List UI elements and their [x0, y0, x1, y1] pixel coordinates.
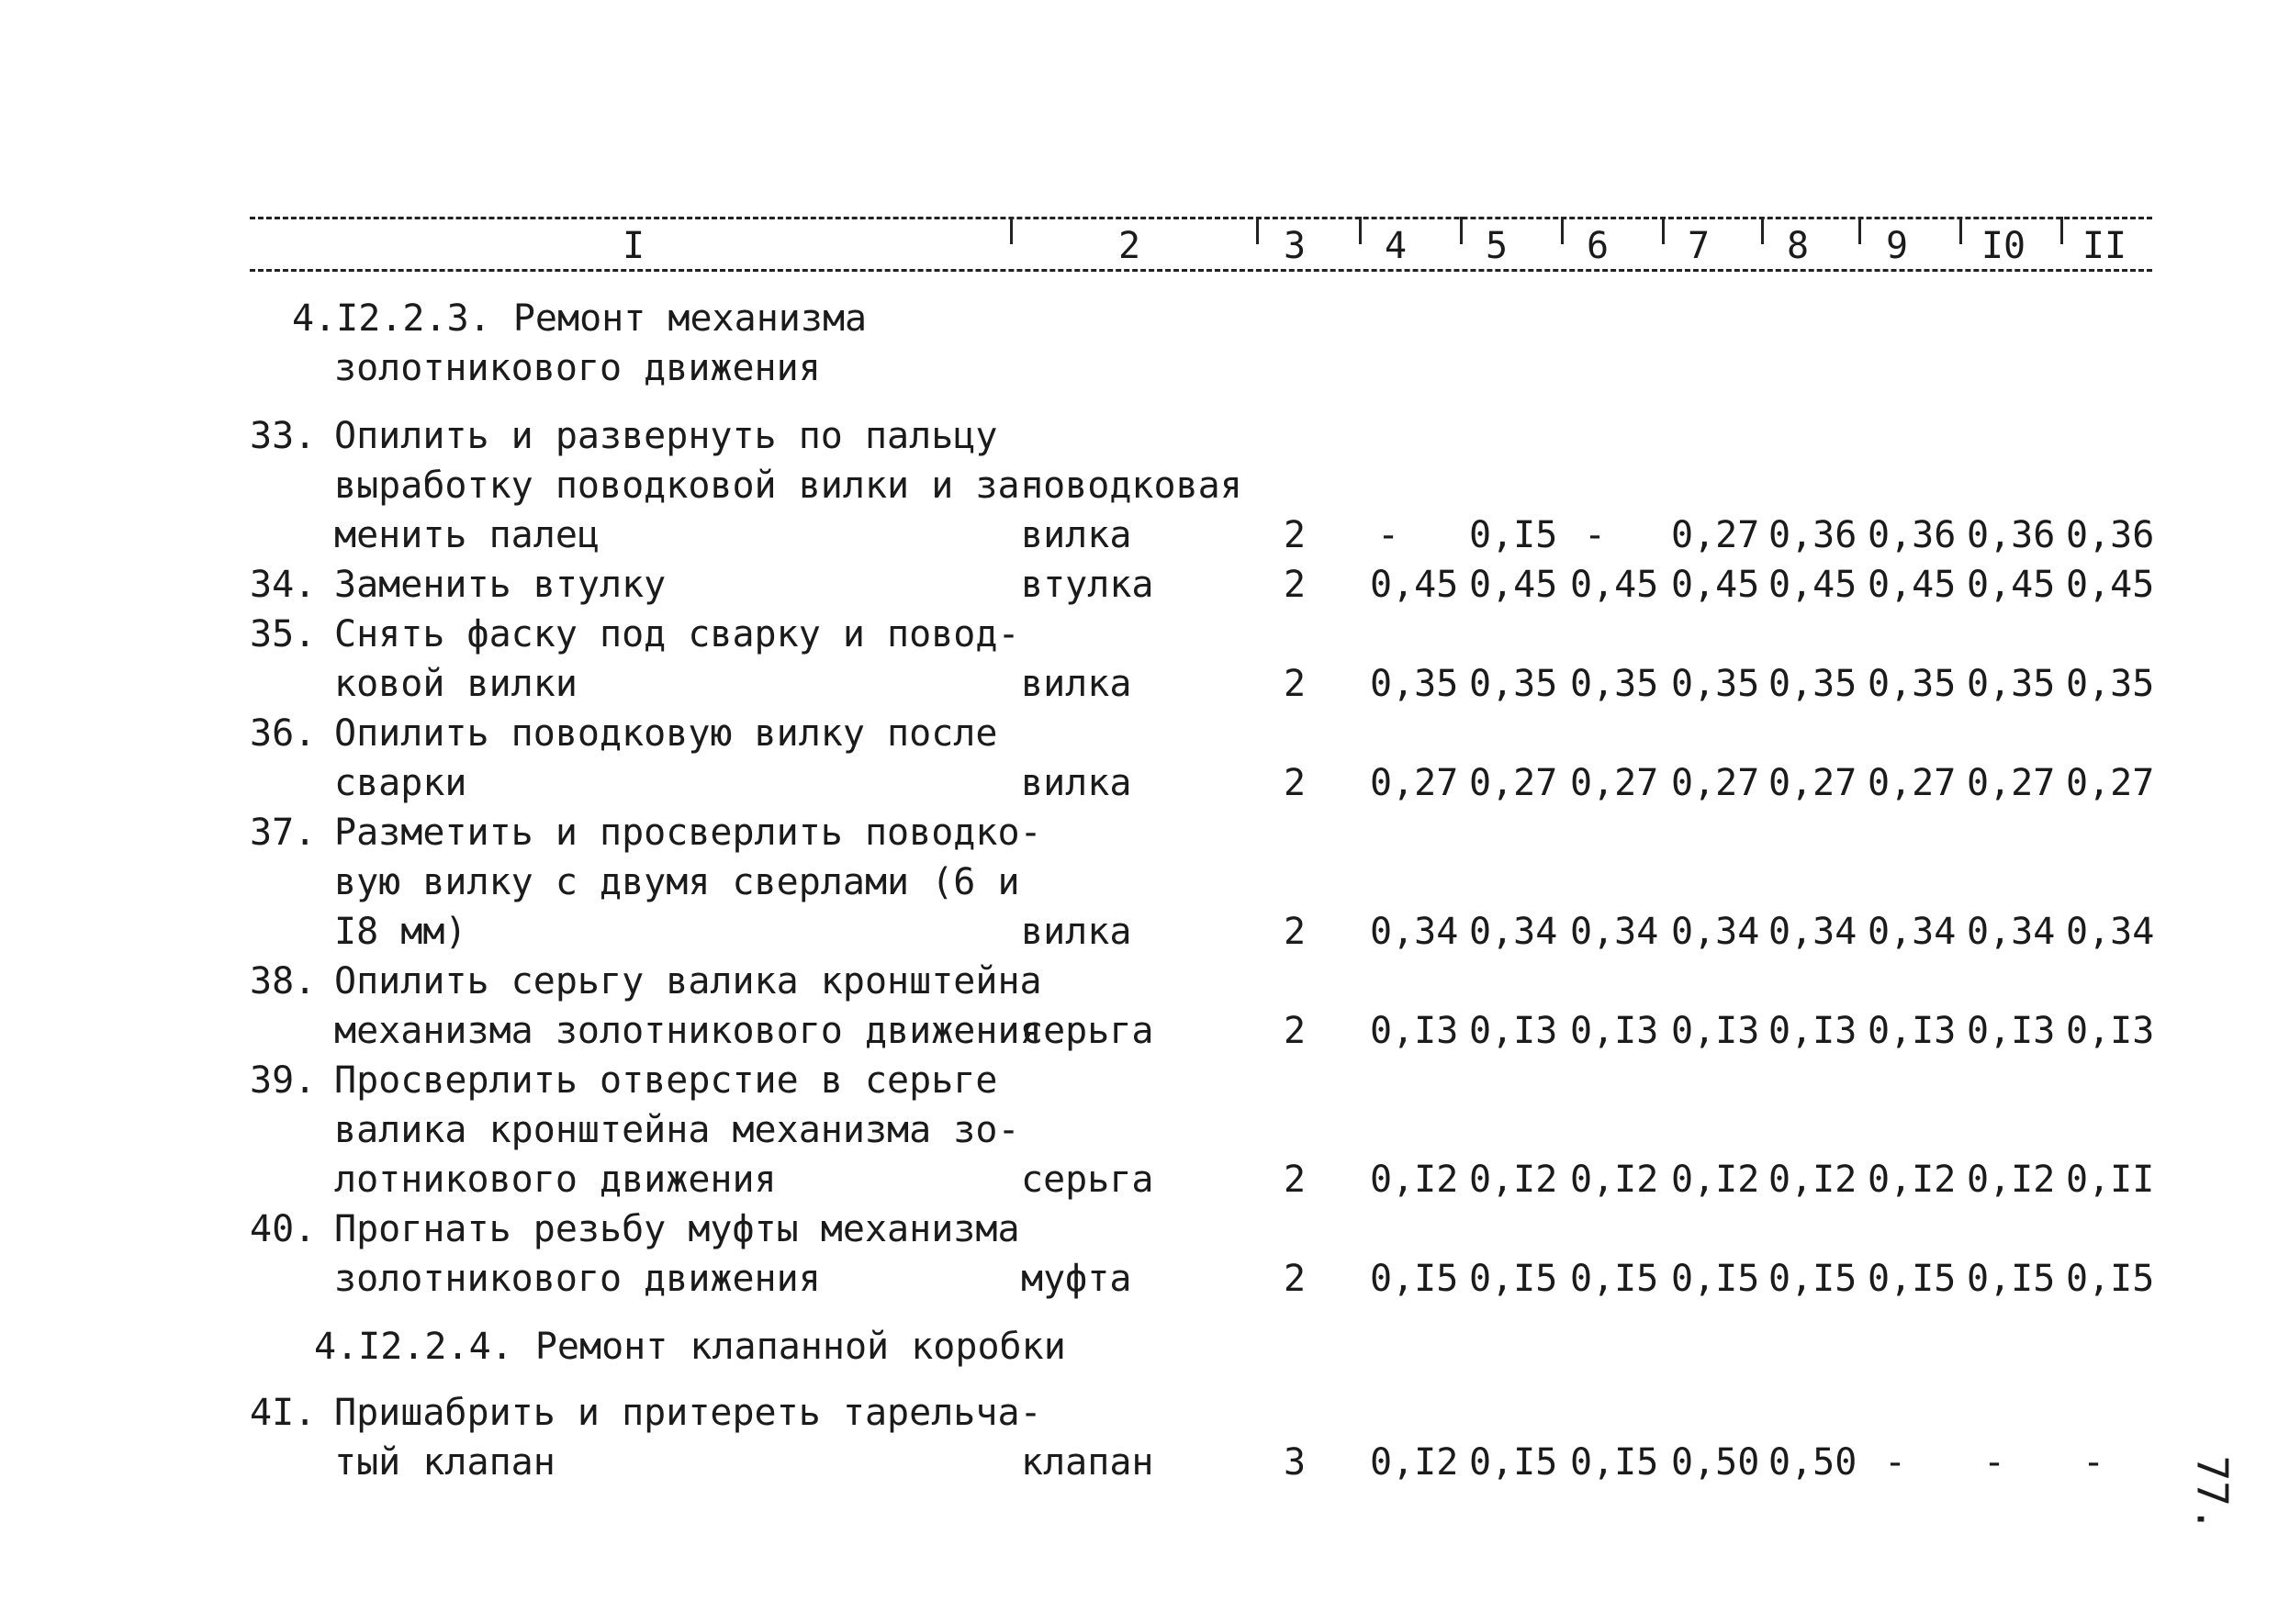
row-value: 0,I2 [1370, 1159, 1459, 1201]
row-value: 0,I5 [1570, 1441, 1659, 1484]
row-value: 0,45 [1768, 564, 1857, 606]
row-grade: 2 [1284, 1159, 1307, 1201]
header-bottom-rule [250, 269, 2152, 272]
row-value: 0,I5 [1469, 1441, 1558, 1484]
row-value: 0,I5 [1469, 1258, 1558, 1300]
row-value: - [2082, 1441, 2105, 1484]
row-value: 0,34 [1671, 911, 1760, 953]
row-part: серьга [1021, 1159, 1154, 1201]
row-value: 0,I2 [1671, 1159, 1760, 1201]
row-value: - [1983, 1441, 2006, 1484]
row-value: 0,45 [1868, 564, 1957, 606]
row-value: 0,27 [2066, 762, 2155, 804]
row-description: ковой вилки [334, 663, 578, 705]
page-number: 77. [2187, 1455, 2238, 1532]
row-value: 0,27 [1768, 762, 1857, 804]
row-value: 0,I3 [1868, 1010, 1957, 1052]
row-value: 0,50 [1671, 1441, 1760, 1484]
col-separator [1761, 217, 1764, 244]
row-value: 0,35 [1671, 663, 1760, 705]
row-part: муфта [1021, 1258, 1132, 1300]
col-separator [1959, 217, 1962, 244]
col-separator [1561, 217, 1564, 244]
row-value: 0,34 [1768, 911, 1857, 953]
section-heading: 4.I2.2.4. Ремонт клапанной коробки [314, 1326, 1066, 1368]
col-separator [1460, 217, 1463, 244]
row-value: 0,27 [1570, 762, 1659, 804]
col-header-10: I0 [1981, 225, 2026, 267]
row-value: 0,35 [1570, 663, 1659, 705]
row-value: 0,I2 [1570, 1159, 1659, 1201]
row-value: 0,36 [1868, 514, 1957, 556]
row-description: валика кронштейна механизма зо- [334, 1109, 1020, 1151]
row-description: менить палец [334, 514, 600, 556]
row-value: - [1377, 514, 1400, 556]
row-value: 0,27 [1671, 762, 1760, 804]
row-description: Заменить втулку [334, 564, 667, 606]
row-number: 35. [250, 613, 317, 655]
row-value: 0,36 [1967, 514, 2056, 556]
row-grade: 2 [1284, 1258, 1307, 1300]
row-description: золотникового движения [334, 1258, 821, 1300]
section-heading: 4.I2.2.3. Ремонт механизма [292, 297, 868, 340]
row-value: 0,I3 [1370, 1010, 1459, 1052]
row-grade: 2 [1284, 663, 1307, 705]
row-value: 0,35 [1967, 663, 2056, 705]
row-value: 0,35 [1469, 663, 1558, 705]
row-value: 0,27 [1370, 762, 1459, 804]
col-header-11: II [2082, 225, 2127, 267]
row-value: 0,I5 [1570, 1258, 1659, 1300]
row-grade: 2 [1284, 564, 1307, 606]
row-grade: 2 [1284, 514, 1307, 556]
col-separator [1858, 217, 1861, 244]
col-header-3: 3 [1283, 225, 1307, 267]
row-part: вилка [1021, 911, 1132, 953]
row-value: 0,35 [1370, 663, 1459, 705]
col-header-9: 9 [1885, 225, 1909, 267]
row-grade: 2 [1284, 762, 1307, 804]
row-description: Опилить поводковую вилку после [334, 712, 998, 755]
col-header-5: 5 [1485, 225, 1509, 267]
row-value: 0,I2 [1868, 1159, 1957, 1201]
col-separator [1010, 217, 1013, 244]
row-number: 39. [250, 1059, 317, 1102]
row-description: Пришабрить и притереть тарельча- [334, 1392, 1042, 1434]
row-description: Опилить серьгу валика кронштейна [334, 960, 1042, 1002]
col-header-7: 7 [1687, 225, 1711, 267]
row-value: 0,45 [1967, 564, 2056, 606]
col-header-1: I [622, 225, 645, 267]
row-number: 40. [250, 1208, 317, 1250]
row-value: 0,I2 [1370, 1441, 1459, 1484]
row-value: 0,I2 [1768, 1159, 1857, 1201]
col-header-6: 6 [1586, 225, 1610, 267]
row-description: Опилить и развернуть по пальцу [334, 415, 998, 457]
row-value: 0,I5 [1370, 1258, 1459, 1300]
col-separator [1662, 217, 1665, 244]
row-value: 0,I5 [1868, 1258, 1957, 1300]
row-value: - [1884, 1441, 1907, 1484]
row-value: 0,I5 [1768, 1258, 1857, 1300]
row-value: 0,34 [2066, 911, 2155, 953]
row-grade: 2 [1284, 1010, 1307, 1052]
row-value: 0,34 [1967, 911, 2056, 953]
row-part: вилка [1021, 762, 1132, 804]
row-description: лотникового движения [334, 1159, 777, 1201]
row-value: 0,34 [1370, 911, 1459, 953]
row-value: 0,50 [1768, 1441, 1857, 1484]
row-value: 0,I5 [1671, 1258, 1760, 1300]
row-value: 0,I5 [1967, 1258, 2056, 1300]
row-number: 33. [250, 415, 317, 457]
row-value: 0,I2 [1469, 1159, 1558, 1201]
row-description: Просверлить отверстие в серьге [334, 1059, 998, 1102]
row-value: 0,27 [1469, 762, 1558, 804]
row-value: 0,36 [1768, 514, 1857, 556]
row-number: 38. [250, 960, 317, 1002]
row-value: 0,I3 [1967, 1010, 2056, 1052]
row-grade: 2 [1284, 911, 1307, 953]
row-value: 0,45 [1570, 564, 1659, 606]
row-part: клапан [1021, 1441, 1154, 1484]
row-part: вилка [1021, 514, 1132, 556]
row-value: 0,34 [1868, 911, 1957, 953]
row-value: 0,I3 [1469, 1010, 1558, 1052]
row-value: 0,35 [2066, 663, 2155, 705]
row-value: 0,I3 [1570, 1010, 1659, 1052]
row-value: 0,I2 [1967, 1159, 2056, 1201]
row-part: втулка [1021, 564, 1154, 606]
row-value: 0,27 [1671, 514, 1760, 556]
row-part: серьга [1021, 1010, 1154, 1052]
row-value: 0,35 [1768, 663, 1857, 705]
row-part: поводковая [1021, 465, 1242, 507]
row-value: 0,II [2066, 1159, 2155, 1201]
row-value: 0,I3 [1768, 1010, 1857, 1052]
col-separator [1256, 217, 1259, 244]
row-value: 0,45 [2066, 564, 2155, 606]
row-value: 0,27 [1967, 762, 2056, 804]
row-value: 0,I5 [2066, 1258, 2155, 1300]
row-value: 0,36 [2066, 514, 2155, 556]
col-header-4: 4 [1384, 225, 1408, 267]
row-part: вилка [1021, 663, 1132, 705]
row-description: Разметить и просверлить поводко- [334, 812, 1042, 854]
row-value: - [1584, 514, 1607, 556]
row-number: 37. [250, 812, 317, 854]
row-description: Снять фаску под сварку и повод- [334, 613, 1020, 655]
row-description: тый клапан [334, 1441, 555, 1484]
col-separator [1359, 217, 1362, 244]
row-description: Прогнать резьбу муфты механизма [334, 1208, 1020, 1250]
row-value: 0,I3 [1671, 1010, 1760, 1052]
row-value: 0,I3 [2066, 1010, 2155, 1052]
row-value: 0,34 [1469, 911, 1558, 953]
row-value: 0,35 [1868, 663, 1957, 705]
row-value: 0,45 [1370, 564, 1459, 606]
row-number: 4I. [250, 1392, 317, 1434]
row-number: 36. [250, 712, 317, 755]
col-header-2: 2 [1117, 225, 1141, 267]
header-top-rule [250, 217, 2152, 219]
row-description: I8 мм) [334, 911, 467, 953]
row-description: вую вилку с двумя сверлами (6 и [334, 861, 1020, 903]
row-number: 34. [250, 564, 317, 606]
row-description: сварки [334, 762, 467, 804]
row-value: 0,34 [1570, 911, 1659, 953]
col-separator [2060, 217, 2063, 244]
row-description: механизма золотникового движения [334, 1010, 1042, 1052]
row-value: 0,45 [1469, 564, 1558, 606]
row-grade: 3 [1284, 1441, 1307, 1484]
section-heading: золотникового движения [334, 347, 821, 389]
row-value: 0,27 [1868, 762, 1957, 804]
row-value: 0,45 [1671, 564, 1760, 606]
row-description: выработку поводковой вилки и за- [334, 465, 1042, 507]
row-value: 0,I5 [1469, 514, 1558, 556]
col-header-8: 8 [1786, 225, 1810, 267]
